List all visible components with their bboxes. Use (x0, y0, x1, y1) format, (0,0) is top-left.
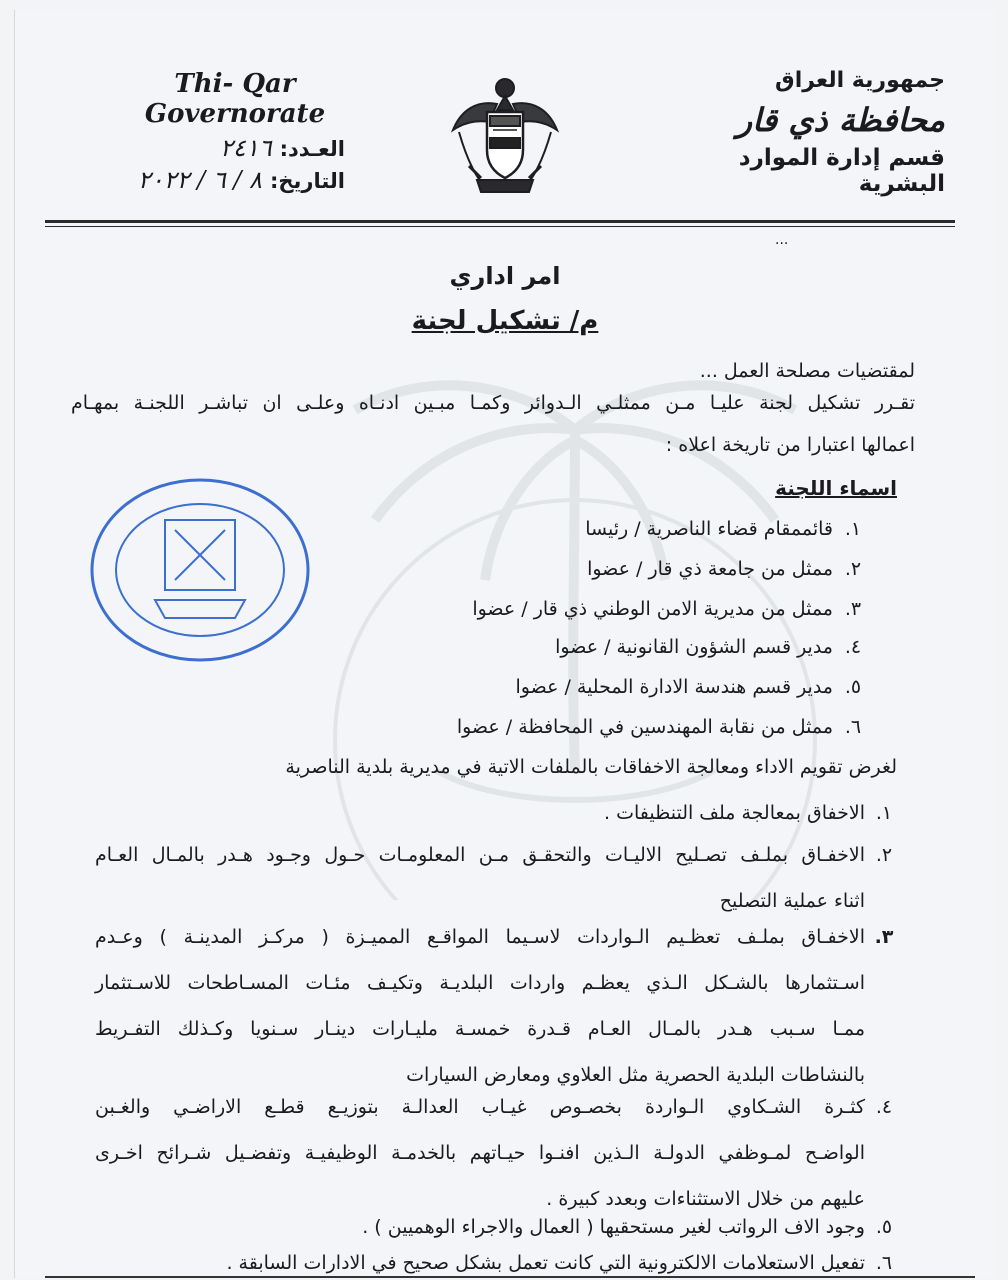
order-title: امر اداري (449, 262, 561, 290)
governorate-name-arabic: محافظة ذي قار (736, 101, 945, 139)
issue-number: ٦. (875, 1252, 893, 1274)
issue-item (95, 914, 894, 1098)
header-divider-thin (45, 226, 955, 227)
issue-line: كثـرة الشـكاوي الـواردة بخصـوص غيـاب العدالـة بتوزيـع قطـع الاراضـي والغـبن (95, 1096, 865, 1118)
issue-line: اثناء عملية التصليح (719, 890, 865, 912)
issue-line: عليهم من خلال الاستثناءات وبعدد كبيرة . (546, 1188, 865, 1210)
issue-item (95, 790, 893, 836)
number-label: العـدد: (279, 136, 345, 161)
committee-member (555, 636, 865, 658)
subject-line: م/ تشكيل لجنة (411, 306, 599, 336)
issue-line: ممـا سـبب هـدر بالمـال العـام قـدرة خمسـة مليـارات دينـار سـنويا وكـذلك التفـريط (95, 1018, 865, 1040)
committee-member (457, 716, 865, 738)
issue-item (95, 832, 893, 924)
intro-line-3: اعمالها اعتبارا من تاريخة اعلاه : (665, 434, 915, 456)
issue-line: الاخفـاق بملـف تعظـيم الـواردات لاسـيما المواقـع المميـزة ( مركـز المدينـة ) وعـدم (95, 926, 865, 948)
issue-number: ٥. (875, 1216, 893, 1238)
issue-line: اسـتثمارها بالشـكل الـذي يعظـم واردات البلديـة وتكيـف مئـات المسـاطحات للاسـتثمار (95, 972, 865, 994)
committee-member (516, 676, 866, 698)
issue-number: ٢. (875, 844, 893, 866)
header-divider-thick (45, 220, 955, 223)
issue-line: بالنشاطات البلدية الحصرية مثل العلاوي ومعارض السيارات (406, 1064, 865, 1086)
committee-member (587, 558, 865, 580)
number-field (125, 134, 345, 162)
date-value: ٨ / ٦ / ٢٠٢٢ (137, 165, 262, 194)
purpose-line: لغرض تقويم الاداء ومعالجة الاخفاقات بالملفات الاتية في مديرية بلدية الناصرية (285, 756, 897, 778)
date-label: التاريخ: (269, 168, 345, 193)
number-value: ٢٤١٦ (220, 133, 272, 162)
governorate-name-english-line2: Governorate (144, 98, 326, 129)
issue-number: ١. (875, 802, 893, 824)
republic-name: جمهورية العراق (775, 68, 945, 93)
header-arabic-block (665, 68, 945, 197)
member-number: ١. (844, 518, 862, 540)
member-number: ٤. (844, 636, 862, 658)
issue-item (95, 1210, 893, 1244)
member-text: مدير قسم الشؤون القانونية / عضوا (555, 636, 833, 658)
header-english-block (125, 70, 345, 194)
issue-number: ٣. (874, 926, 894, 948)
intro-line-2: تقـرر تشكيل لجنة عليـا مـن ممثلـي الـدوائر وكمـا مبـين ادنـاه وعلـى ان تباشـر اللجنـة بمهـام (71, 392, 915, 414)
member-number: ٥. (844, 676, 862, 698)
intro-line-1: لمقتضيات مصلحة العمل ... (699, 360, 915, 382)
issue-line: الواضـح لمـوظفي الدولـة الـذين افنـوا حيـاتهم بالخدمـة الوظيفيـة وتفضـيل شـرائح اخـرى (95, 1142, 865, 1164)
official-stamp-icon (85, 470, 315, 670)
issue-number: ٤. (875, 1096, 893, 1118)
issue-line: وجود الاف الرواتب لغير مستحقيها ( العمال والاجراء الوهميين ) . (362, 1216, 865, 1238)
member-text: قائممقام قضاء الناصرية / رئيسا (585, 518, 833, 540)
date-field (125, 166, 345, 194)
issue-line: الاخفـاق بملـف تصـليح الاليـات والتحقـق مـن المعلومـات حـول وجـود هـدر بالمـال العـام (95, 844, 865, 866)
member-number: ٣. (844, 598, 862, 620)
separator-dots: ... (775, 232, 789, 248)
department-name: قسم إدارة الموارد البشرية (738, 145, 945, 197)
issue-line: تفعيل الاستعلامات الالكترونية التي كانت تعمل بشكل صحيح في الادارات السابقة . (226, 1252, 865, 1274)
committee-names-title: اسماء اللجنة (775, 476, 897, 500)
governorate-name-english-line1: Thi- Qar (174, 69, 296, 99)
page-bottom-edge (45, 1276, 975, 1278)
issue-item (95, 1246, 893, 1280)
issue-line: الاخفاق بمعالجة ملف التنظيفات . (604, 802, 865, 824)
document-page (14, 10, 995, 1278)
member-number: ٢. (844, 558, 862, 580)
issue-item (95, 1084, 893, 1222)
member-text: مدير قسم هندسة الادارة المحلية / عضوا (515, 676, 833, 698)
member-text: ممثل من مديرية الامن الوطني ذي قار / عضوا (472, 598, 833, 620)
member-number: ٦. (844, 716, 862, 738)
member-text: ممثل من نقابة المهندسين في المحافظة / عضوا (456, 716, 833, 738)
committee-member (585, 518, 865, 540)
member-text: ممثل من جامعة ذي قار / عضوا (587, 558, 833, 580)
iraq-eagle-emblem-icon (447, 70, 563, 200)
committee-member (472, 598, 865, 620)
